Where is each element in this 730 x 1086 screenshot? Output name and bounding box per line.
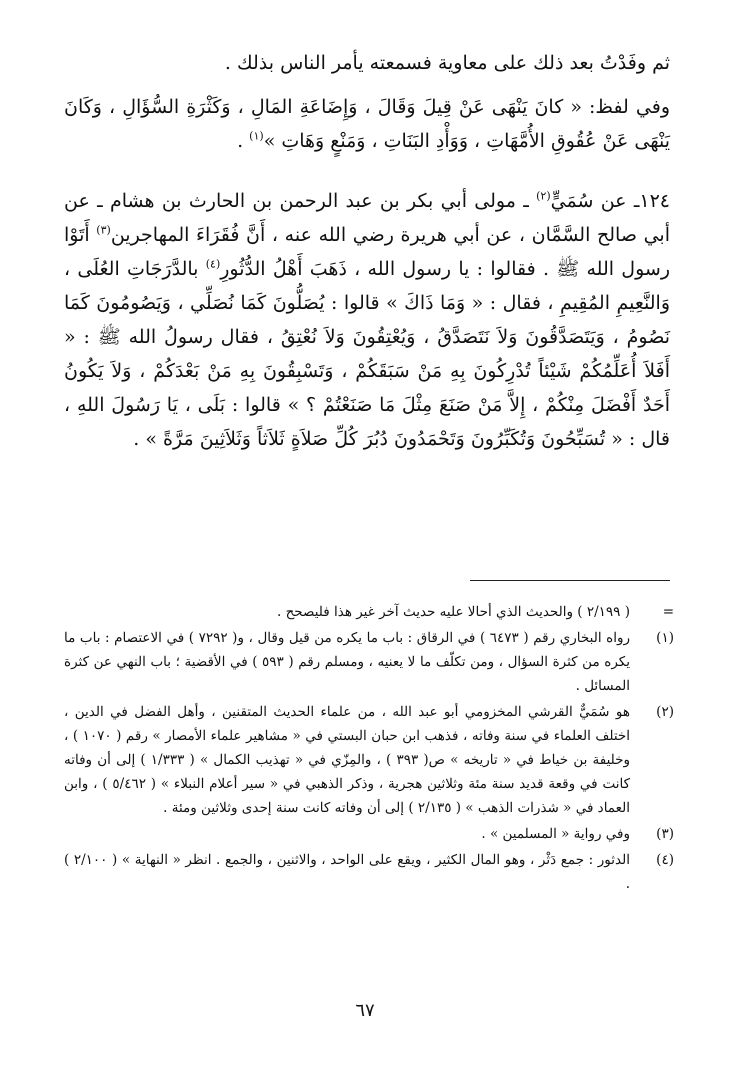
footnote-3 <box>64 822 674 846</box>
main-text <box>64 46 670 456</box>
footnote-number: = <box>662 604 674 620</box>
footnote-text: هو سُمَيٌّ القرشي المخزومي أبو عبد الله ، من علماء الحديث المتقنين ، وأهل الفضل في الدين ، اختلف العلماء في سنة وفاته ، فذهب ابن حبان البستي في « مشاهير علماء الأمصار » رقم ( ١٠٧٠ ) ، وخليفة بن خياط في « تاريخه » ص( ٣٩٣ ) ، والمِزّي في « تهذيب الكمال » ( ١/٣٣٣ ) إلى أن وفاته كانت في وقعة قديد سنة مئة وثلاثين هجرية ، وذكر الذهبي في « سير أعلام النبلاء » ( ٥/٤٦٢ ) ، وابن العماد في « شذرات الذهب » ( ٢/١٣٥ ) إلى أن وفاته كانت سنة إحدى وثلاثين ومئة . <box>64 704 631 816</box>
footnote-ref-2[interactable]: (٢) <box>536 189 551 203</box>
paragraph-1-text: وفي لفظ: « كانَ يَنْهَى عَنْ قِيلَ وَقَالَ ، وَإِضَاعَةِ المَالِ ، وَكَثْرَةِ السُّؤَالِ ، وَكَانَ يَنْهَى عَنْ عُقُوقِ الأُمَّهَاتِ ، وَوَأْدِ البَنَاتِ ، وَمَنْعٍ وَهَاتِ » <box>64 96 670 152</box>
hadith-124-part-b: ـ مولى أبي بكر بن عبد الرحمن بن الحارث بن هشام ـ عن أبي صالح السَّمَّان ، عن أبي هريرة رضي الله عنه ، أَنَّ فُقَرَاءَ المهاجرين <box>64 190 670 246</box>
footnote-2 <box>64 700 674 820</box>
hadith-124-part-c: أَتَوْا رسول الله ﷺ . فقالوا : يا رسول الله ، ذَهَبَ أَهْلُ الدُّثُورِ <box>64 224 671 280</box>
footnote-4 <box>64 848 674 896</box>
paragraph-top: ثم وفَدْتُ بعد ذلك على معاوية فسمعته يأمر الناس بذلك . <box>224 52 670 74</box>
footnote-number: (٤) <box>656 852 674 868</box>
paragraph-hadith-124 <box>64 184 670 456</box>
hadith-124-part-a: ١٢٤ـ عن سُمَيٍّ <box>550 190 671 212</box>
footnote-number: (١) <box>656 630 674 646</box>
footnote-continued <box>64 600 674 624</box>
footnote-number: (٢) <box>656 704 674 720</box>
footnote-text: الدثور : جمع دَثْر ، وهو المال الكثير ، ويقع على الواحد ، والاثنين ، والجمع . انظر « النهاية » ( ٢/١٠٠ ) . <box>64 852 630 892</box>
footnote-text: وفي رواية « المسلمين » . <box>481 826 630 842</box>
footnote-text: ( ٢/١٩٩ ) والحديث الذي أحالا عليه حديث آخر غير هذا فليصحح . <box>276 604 630 620</box>
footnote-ref-3[interactable]: (٣) <box>96 223 111 237</box>
page-number: ٦٧ <box>355 1000 375 1021</box>
footnote-number: (٣) <box>656 826 674 842</box>
paragraph-1-end: . <box>237 130 250 152</box>
footnote-text: رواه البخاري رقم ( ٦٤٧٣ ) في الرقاق : باب ما يكره من قيل وقال ، و( ٧٢٩٢ ) في الاعتصام : باب ما يكره من كثرة السؤال ، ومن تكلّف ما لا يعنيه ، ومسلم رقم ( ٥٩٣ ) في الأقضية ؛ باب النهي عن كثرة المسائل . <box>64 630 630 694</box>
footnotes <box>64 600 674 898</box>
footnote-ref-4[interactable]: (٤) <box>205 257 221 271</box>
footnote-ref-1[interactable]: (١) <box>249 129 264 143</box>
footnote-1 <box>64 626 674 698</box>
hadith-124-part-d: بالدَّرَجَاتِ العُلَى ، وَالنَّعِيمِ المُقِيمِ ، فقال : « وَمَا ذَاكَ » قالوا : يُصَلُّونَ كَمَا نُصَلِّي ، وَيَصُومُونَ كَمَا نَصُومُ ، وَيَتَصَدَّقُونَ وَلاَ نَتَصَدَّقُ ، وَيُعْتِقُونَ وَلاَ نُعْتِقُ ، فقال رسولُ الله ﷺ : « أَفَلاَ أُعَلِّمُكُمْ شَيْئاً تُدْرِكُونَ بِهِ مَنْ سَبَقَكُمْ ، وَتَسْبِقُونَ بِهِ مَنْ بَعْدَكُمْ ، وَلاَ يَكُونُ أَحَدٌ أَفْضَلَ مِنْكُمْ ، إِلاَّ مَنْ صَنَعَ مِثْلَ مَا صَنَعْتُمْ ؟ » قالوا : بَلَى ، يَا رَسُولَ اللهِ ، قال : « تُسَبِّحُونَ وَتُكَبِّرُونَ وَتَحْمَدُونَ دُبُرَ كُلِّ صَلاَةٍ ثَلاَثاً وَثَلاَثِينَ مَرَّةً » . <box>64 258 670 450</box>
footnote-divider <box>470 580 670 581</box>
paragraph-hadith-123-variant <box>64 90 670 158</box>
